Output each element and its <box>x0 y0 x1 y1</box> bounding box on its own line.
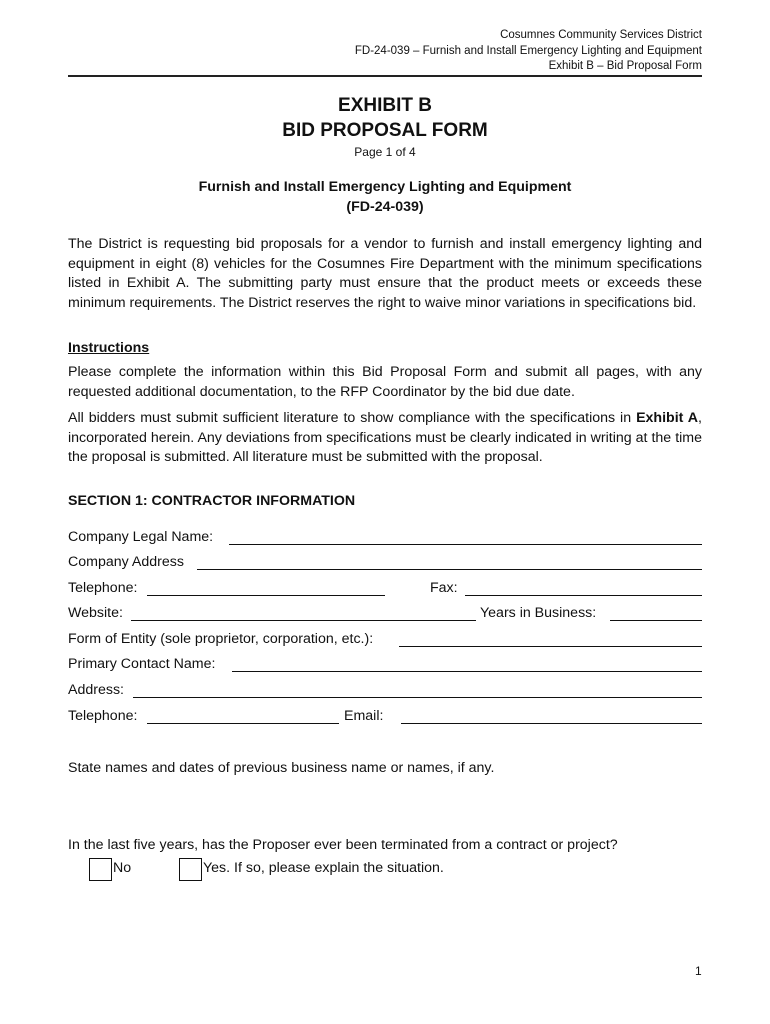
yes-checkbox[interactable] <box>179 858 202 881</box>
instructions-heading: Instructions <box>68 340 150 356</box>
primary-contact-field[interactable] <box>232 671 702 672</box>
row-website-years <box>68 605 702 625</box>
header-doc: Exhibit B – Bid Proposal Form <box>548 60 702 72</box>
header-rule <box>68 75 702 77</box>
page-number: 1 <box>695 964 702 978</box>
years-in-business-field[interactable] <box>610 620 702 621</box>
no-label: No <box>113 860 132 876</box>
fax-field[interactable] <box>465 595 702 596</box>
instructions-paragraph-2 <box>68 409 702 468</box>
row-company-legal-name <box>68 529 702 549</box>
row-company-address <box>68 554 702 574</box>
instructions-p2-c: , incorporated herein. Any deviations from specifications must be clearly indicated in writing at the time the proposal is submitted. All literature must be submitted with the proposal. <box>68 410 702 465</box>
no-checkbox[interactable] <box>89 858 112 881</box>
row-form-of-entity <box>68 631 702 651</box>
header-project: FD-24-039 – Furnish and Install Emergency Lighting and Equipment <box>354 45 702 57</box>
subtitle-line2: (FD-24-039) <box>346 199 424 215</box>
company-legal-name-label: Company Legal Name: <box>68 529 214 545</box>
previous-names-question: State names and dates of previous business name or names, if any. <box>68 760 495 776</box>
exhibit-title: EXHIBIT B <box>338 95 432 116</box>
yes-label: Yes. If so, please explain the situation. <box>203 860 444 876</box>
email-label: Email: <box>344 708 384 724</box>
form-title: BID PROPOSAL FORM <box>282 120 488 141</box>
address-field[interactable] <box>133 697 702 698</box>
row-primary-contact <box>68 656 702 676</box>
subtitle-line1: Furnish and Install Emergency Lighting and Equipment <box>198 179 572 195</box>
page-indicator: Page 1 of 4 <box>354 145 416 159</box>
primary-contact-label: Primary Contact Name: <box>68 656 216 672</box>
contact-telephone-label: Telephone: <box>68 708 138 724</box>
form-of-entity-label: Form of Entity (sole proprietor, corporation, etc.): <box>68 631 374 647</box>
telephone-label: Telephone: <box>68 580 138 596</box>
company-legal-name-field[interactable] <box>229 544 702 545</box>
instructions-paragraph-1: Please complete the information within this Bid Proposal Form and submit all pages, with any requested additional documentation, to the RFP Coordinator by the bid due date. <box>68 364 702 400</box>
row-telephone-email <box>68 708 702 728</box>
telephone-field[interactable] <box>147 595 385 596</box>
termination-question: In the last five years, has the Proposer ever been terminated from a contract or project? <box>68 837 618 853</box>
fax-label: Fax: <box>430 580 458 596</box>
row-address <box>68 682 702 702</box>
website-field[interactable] <box>131 620 476 621</box>
section1-heading: SECTION 1: CONTRACTOR INFORMATION <box>68 493 356 509</box>
instructions-p2-a: All bidders must submit sufficient literature to show compliance with the specifications in <box>68 410 637 426</box>
header-org: Cosumnes Community Services District <box>500 29 702 41</box>
address-label: Address: <box>68 682 124 698</box>
years-in-business-label: Years in Business: <box>480 605 597 621</box>
row-telephone-fax <box>68 580 702 600</box>
website-label: Website: <box>68 605 123 621</box>
company-address-label: Company Address <box>68 554 184 570</box>
contact-telephone-field[interactable] <box>147 723 339 724</box>
intro-paragraph: The District is requesting bid proposals for a vendor to furnish and install emergency lighting and equipment in eight (8) vehicles for the Cosumnes Fire Department with the minimum specifications listed in Exhibit A. The submitting party must ensure that the product meets or exceeds these minimum requirements. The District reserves the right to waive minor variations in specifications bid. <box>68 236 702 311</box>
email-field[interactable] <box>401 723 702 724</box>
instructions-p2-exhibit: Exhibit A <box>636 410 699 426</box>
form-of-entity-field[interactable] <box>399 646 702 647</box>
company-address-field[interactable] <box>197 569 702 570</box>
